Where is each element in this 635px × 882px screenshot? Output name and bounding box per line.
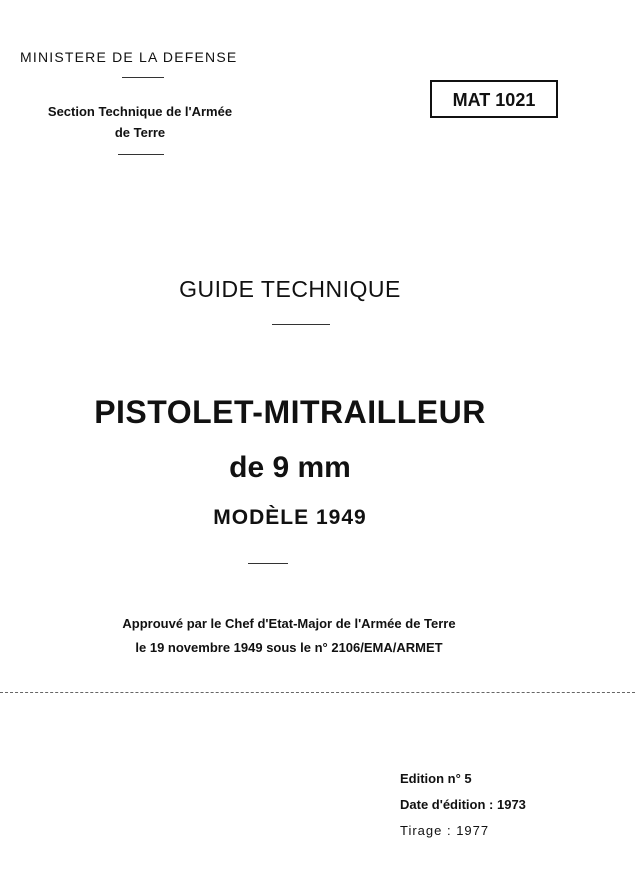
edition-date: Date d'édition : 1973	[400, 797, 526, 812]
approval-line-2: le 19 novembre 1949 sous le n° 2106/EMA/ARMET	[135, 640, 443, 655]
document-title: PISTOLET-MITRAILLEUR	[94, 394, 486, 430]
edition-info	[400, 766, 526, 844]
approval-line-1: Approuvé par le Chef d'Etat-Major de l'Armée de Terre	[122, 616, 456, 631]
divider	[122, 77, 164, 78]
issuing-section	[14, 101, 266, 143]
edition-number: Edition n° 5	[400, 771, 472, 786]
section-line-2: de Terre	[114, 125, 166, 140]
divider	[248, 563, 288, 564]
divider	[118, 154, 164, 155]
document-model: MODÈLE 1949	[213, 506, 367, 529]
page-fold-line	[0, 692, 635, 693]
document-reference: MAT 1021	[430, 80, 558, 118]
document-category: GUIDE TECHNIQUE	[179, 276, 401, 302]
approval-statement	[0, 612, 578, 660]
document-caliber: de 9 mm	[229, 451, 351, 484]
divider	[272, 324, 330, 325]
print-run: Tirage : 1977	[400, 823, 490, 838]
ministry-name: MINISTERE DE LA DEFENSE	[20, 49, 238, 65]
section-line-1: Section Technique de l'Armée	[47, 104, 233, 119]
